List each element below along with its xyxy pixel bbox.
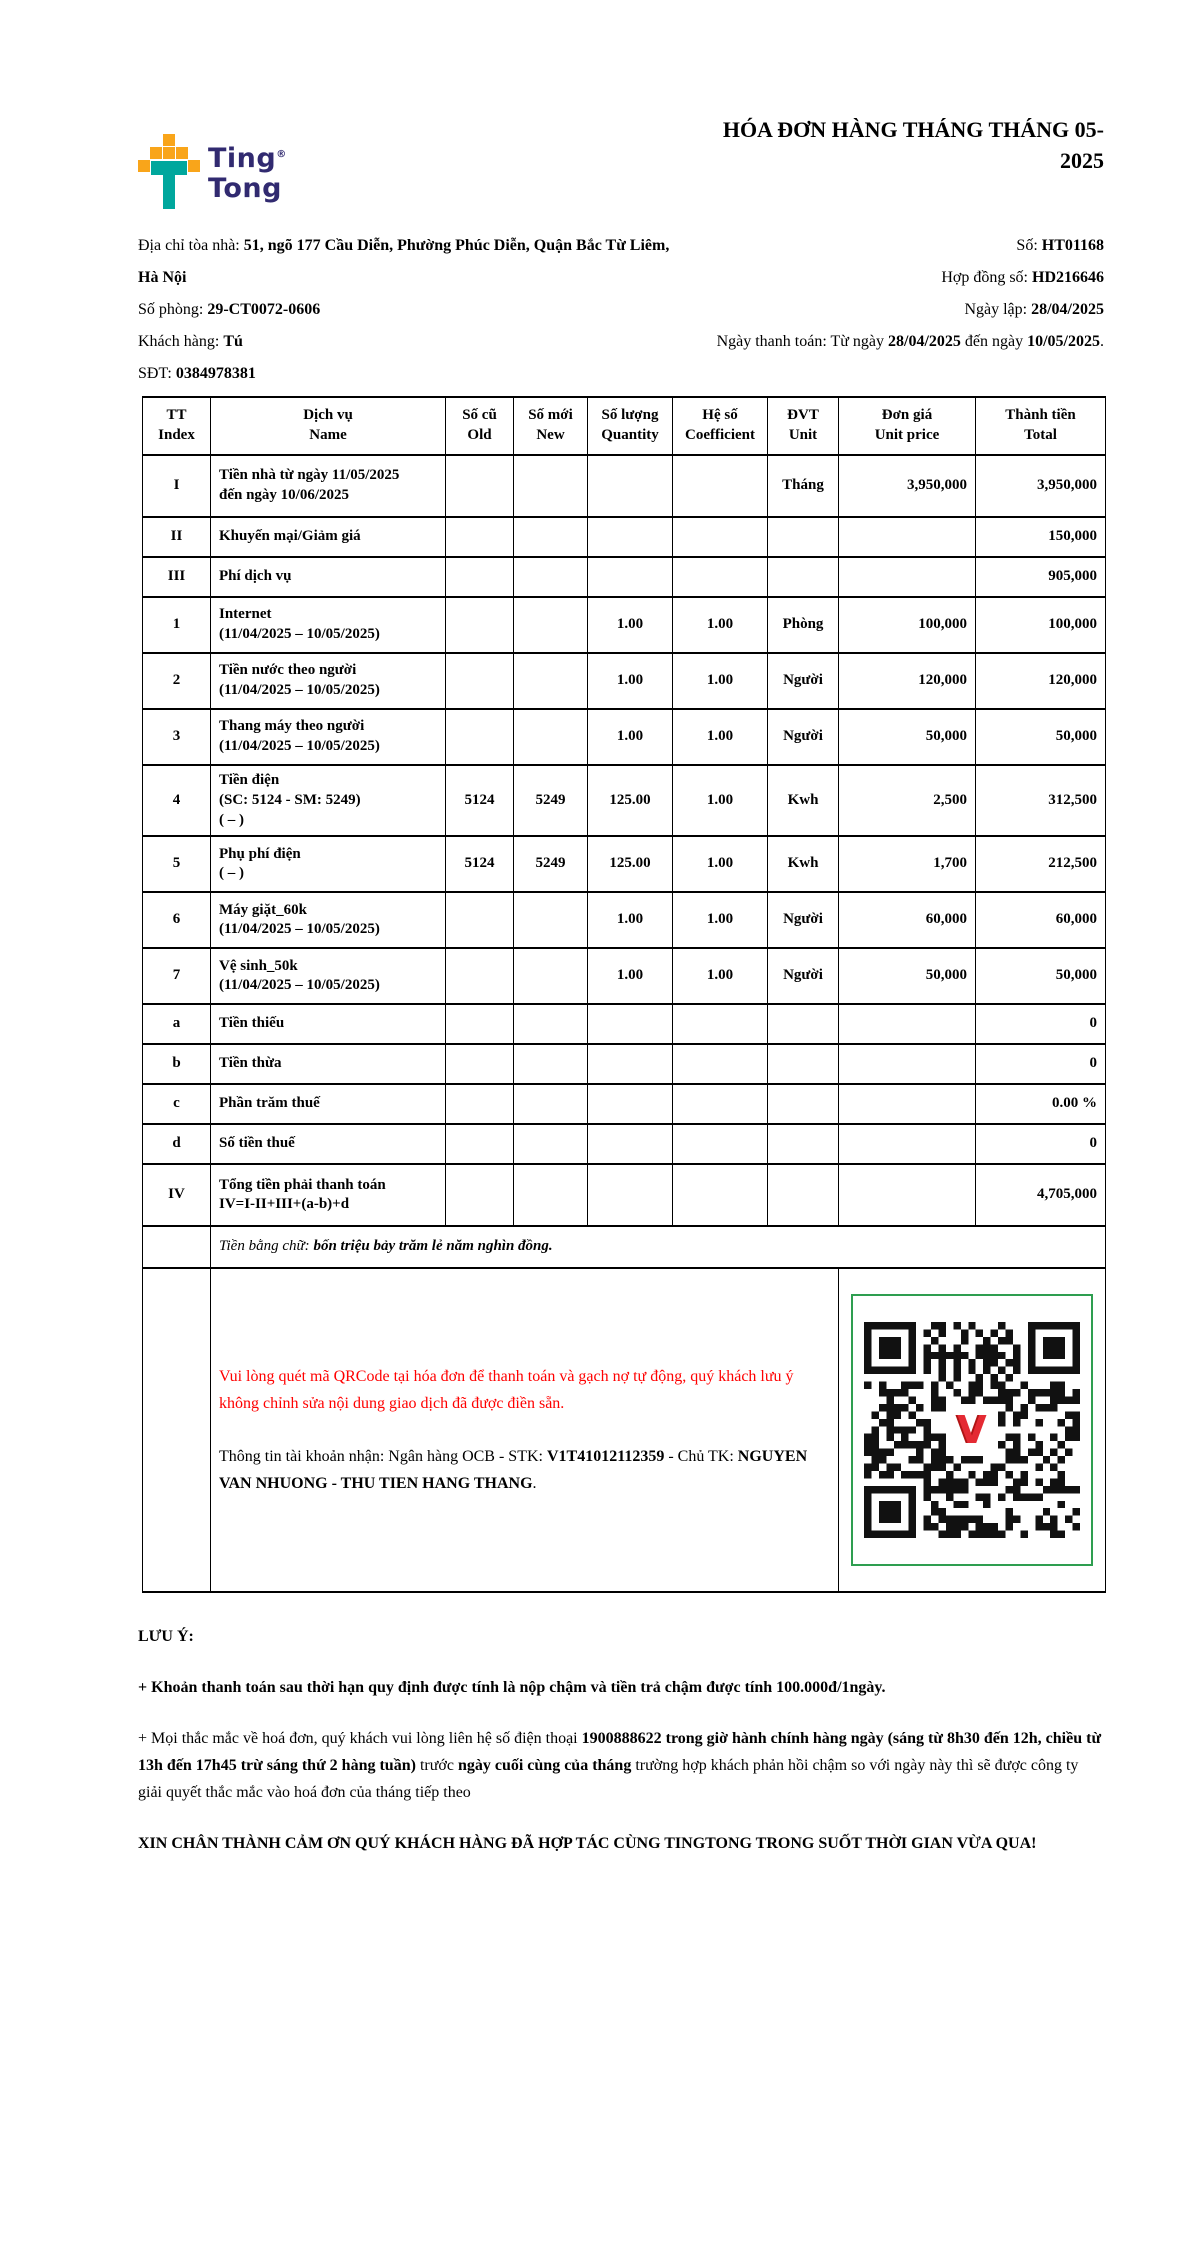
value-text: 0384978381 [175,365,256,382]
quantity-cell [588,517,673,557]
column-header: Đơn giá Unit price [839,397,976,455]
column-header: Hệ số Coefficient [673,397,768,455]
value-text: 1900888622 trong giờ hành chính hàng ngày (sáng từ 8h30 đến 12h, chiều từ 13h đến 17h45 trừ sáng thứ 2 hàng tuần) [138,1730,1102,1775]
value-text: 10/05/2025 [1027,333,1100,350]
unit-price-cell: 1,700 [839,836,976,892]
unit-cell: Người [768,709,839,765]
new-reading-cell [514,1044,588,1084]
invoice-header [138,0,1104,210]
qr-code-cell [839,1268,1106,1592]
unit-price-cell: 120,000 [839,653,976,709]
info-line [678,326,1104,358]
unit-cell [768,517,839,557]
total-cell: 0 [976,1004,1106,1044]
service-name-cell: Tiền thiếu [211,1004,446,1044]
coefficient-cell: 1.00 [673,597,768,653]
new-reading-cell [514,653,588,709]
unit-price-cell [839,1044,976,1084]
table-body [143,455,1106,1592]
quantity-cell [588,1164,673,1226]
unit-cell [768,1164,839,1226]
coefficient-cell [673,557,768,597]
unit-cell: Kwh [768,836,839,892]
tingtong-logo-icon [138,134,200,210]
unit-price-cell: 100,000 [839,597,976,653]
unit-price-cell: 3,950,000 [839,455,976,517]
row-index-cell: I [143,455,211,517]
row-index-cell: II [143,517,211,557]
table-row [143,709,1106,765]
unit-cell [768,1124,839,1164]
new-reading-cell [514,948,588,1004]
total-cell: 312,500 [976,765,1106,836]
coefficient-cell [673,517,768,557]
service-name-cell: Phần trăm thuế [211,1084,446,1124]
row-index-cell: a [143,1004,211,1044]
table-row [143,765,1106,836]
contact-note [138,1725,1104,1806]
table-row [143,597,1106,653]
late-payment-note: + Khoản thanh toán sau thời hạn quy định được tính là nộp chậm và tiền trả chậm được tính 100.000đ/1ngày. [138,1679,886,1697]
column-header: TT Index [143,397,211,455]
coefficient-cell: 1.00 [673,709,768,765]
column-header: Dịch vụ Name [211,397,446,455]
footer-notes [138,1623,1104,1857]
unit-price-cell [839,517,976,557]
quantity-cell: 1.00 [588,709,673,765]
coefficient-cell: 1.00 [673,653,768,709]
table-row [143,653,1106,709]
new-reading-cell [514,1084,588,1124]
service-name-cell: Vệ sinh_50k (11/04/2025 – 10/05/2025) [211,948,446,1004]
service-name-cell: Tiền nhà từ ngày 11/05/2025 đến ngày 10/06/2025 [211,455,446,517]
unit-price-cell: 60,000 [839,892,976,948]
bank-account-info [219,1443,830,1497]
info-line [678,230,1104,262]
new-reading-cell [514,455,588,517]
notes-heading: LƯU Ý: [138,1628,194,1646]
unit-price-cell [839,557,976,597]
value-text: HD216646 [1032,269,1104,286]
table-row [143,1044,1106,1084]
table-row [143,557,1106,597]
total-cell: 100,000 [976,597,1106,653]
old-reading-cell [446,517,514,557]
table-row [143,892,1106,948]
quantity-cell: 1.00 [588,653,673,709]
service-name-cell: Phí dịch vụ [211,557,446,597]
total-cell: 0 [976,1044,1106,1084]
value-text: ngày cuối cùng của tháng [457,1757,632,1775]
quantity-cell: 1.00 [588,948,673,1004]
service-name-cell: Tiền nước theo người (11/04/2025 – 10/05/2025) [211,653,446,709]
label-text: . [1100,333,1104,350]
old-reading-cell [446,1044,514,1084]
header-row [143,397,1106,455]
unit-cell [768,1004,839,1044]
row-index-cell: 3 [143,709,211,765]
label-text: Vui lòng quét mã QRCode tại hóa đơn để thanh toán và gạch nợ tự động, quý khách lưu ý không chỉnh sửa nội dung giao dịch đã được điền sẵn. [219,1368,794,1413]
table-row [143,1164,1106,1226]
column-header: Số lượng Quantity [588,397,673,455]
service-name-cell: Tổng tiền phải thanh toán IV=I-II+III+(a-b)+d [211,1164,446,1226]
table-header [143,397,1106,455]
label-text: đến ngày [960,333,1028,350]
total-cell: 50,000 [976,948,1106,1004]
value-text: NGUYEN VAN NHUONG - THU TIEN HANG THANG [219,1448,808,1493]
qr-payment-notice [219,1363,830,1417]
old-reading-cell [446,892,514,948]
new-reading-cell: 5249 [514,836,588,892]
unit-price-cell: 2,500 [839,765,976,836]
amount-in-words-label: Tiền bằng chữ: [219,1238,314,1255]
label-text: Khách hàng: [138,333,224,350]
coefficient-cell [673,1084,768,1124]
new-reading-cell [514,557,588,597]
info-line [678,294,1104,326]
unit-cell: Tháng [768,455,839,517]
old-reading-cell [446,1004,514,1044]
value-text: HT01168 [1041,237,1104,254]
coefficient-cell [673,455,768,517]
new-reading-cell: 5249 [514,765,588,836]
quantity-cell [588,455,673,517]
tingtong-logo [138,134,287,210]
label-text: trước [415,1757,458,1775]
unit-price-cell [839,1124,976,1164]
label-text: Số: [1016,237,1042,254]
row-index-cell: 7 [143,948,211,1004]
new-reading-cell [514,517,588,557]
info-line [138,326,678,358]
label-text: Hợp đồng số: [941,269,1032,286]
row-index-cell [143,1268,211,1592]
payment-instructions-cell [211,1268,839,1592]
unit-cell [768,1084,839,1124]
unit-price-cell: 50,000 [839,948,976,1004]
quantity-cell: 1.00 [588,892,673,948]
info-line [138,294,678,326]
info-line [678,262,1104,294]
quantity-cell [588,1084,673,1124]
old-reading-cell [446,1084,514,1124]
old-reading-cell: 5124 [446,836,514,892]
new-reading-cell [514,1164,588,1226]
column-header: Số mới New [514,397,588,455]
service-name-cell: Tiền điện (SC: 5124 - SM: 5249) ( – ) [211,765,446,836]
total-cell: 0.00 % [976,1084,1106,1124]
quantity-cell [588,1124,673,1164]
value-text: 28/04/2025 [1031,301,1104,318]
invoice-info [138,230,1104,390]
row-index-cell: 2 [143,653,211,709]
old-reading-cell [446,948,514,1004]
label-text: Số phòng: [138,301,208,318]
label-text: . [532,1475,537,1493]
new-reading-cell [514,597,588,653]
new-reading-cell [514,1004,588,1044]
label-text: Ngày lập: [964,301,1032,318]
service-name-cell: Máy giặt_60k (11/04/2025 – 10/05/2025) [211,892,446,948]
old-reading-cell [446,557,514,597]
info-line [138,230,678,294]
old-reading-cell [446,653,514,709]
old-reading-cell: 5124 [446,765,514,836]
label-text: SĐT: [138,365,176,382]
tingtong-logo-text: Ting® Tong [208,143,287,204]
coefficient-cell: 1.00 [673,892,768,948]
table-row [143,517,1106,557]
label-text: - Chủ TK: [664,1448,738,1466]
row-index-cell: 5 [143,836,211,892]
info-line [138,358,678,390]
table-row [143,1124,1106,1164]
label-text: Địa chỉ tòa nhà: [138,237,244,254]
thank-you-note: XIN CHÂN THÀNH CẢM ƠN QUÝ KHÁCH HÀNG ĐÃ HỢP TÁC CÙNG TINGTONG TRONG SUỐT THỜI GIAN VỪA QUA! [138,1835,1037,1853]
quantity-cell: 125.00 [588,836,673,892]
row-index-cell: 4 [143,765,211,836]
unit-price-cell [839,1164,976,1226]
new-reading-cell [514,892,588,948]
column-header: Số cũ Old [446,397,514,455]
row-index-cell: 6 [143,892,211,948]
coefficient-cell [673,1164,768,1226]
coefficient-cell: 1.00 [673,948,768,1004]
quantity-cell: 125.00 [588,765,673,836]
row-index-cell: b [143,1044,211,1084]
old-reading-cell [446,455,514,517]
total-cell: 0 [976,1124,1106,1164]
service-name-cell: Số tiền thuế [211,1124,446,1164]
coefficient-cell [673,1044,768,1084]
table-row [143,948,1106,1004]
value-text: 51, ngõ 177 Cầu Diễn, Phường Phúc Diễn, Quận Bắc Từ Liêm, Hà Nội [138,237,670,286]
total-cell: 3,950,000 [976,455,1106,517]
total-cell: 4,705,000 [976,1164,1106,1226]
amount-in-words-row [143,1226,1106,1268]
customer-info [138,230,678,390]
label-text: Thông tin tài khoản nhận: Ngân hàng OCB - STK: [219,1448,547,1466]
label-text: + Mọi thắc mắc về hoá đơn, quý khách vui lòng liên hệ số điện thoại [138,1730,582,1748]
amount-in-words-cell [211,1226,1106,1268]
row-index-cell [143,1226,211,1268]
page-title: HÓA ĐƠN HÀNG THÁNG THÁNG 05- 2025 [722,117,1104,173]
service-name-cell: Thang máy theo người (11/04/2025 – 10/05/2025) [211,709,446,765]
new-reading-cell [514,709,588,765]
table-row [143,1004,1106,1044]
column-header: Thành tiền Total [976,397,1106,455]
table-row [143,455,1106,517]
unit-cell: Người [768,948,839,1004]
service-name-cell: Phụ phí điện ( – ) [211,836,446,892]
row-index-cell: III [143,557,211,597]
invoice-table [142,396,1106,1593]
old-reading-cell [446,709,514,765]
coefficient-cell [673,1124,768,1164]
quantity-cell [588,1044,673,1084]
old-reading-cell [446,1124,514,1164]
value-text: Tú [223,333,243,350]
row-index-cell: IV [143,1164,211,1226]
unit-cell [768,557,839,597]
registered-mark: ® [276,149,287,160]
unit-cell: Phòng [768,597,839,653]
qr-code [864,1322,1080,1538]
qr-code-frame [851,1294,1093,1566]
unit-cell: Kwh [768,765,839,836]
row-index-cell: d [143,1124,211,1164]
total-cell: 50,000 [976,709,1106,765]
service-name-cell: Khuyến mại/Giảm giá [211,517,446,557]
value-text: 29-CT0072-0606 [207,301,321,318]
service-name-cell: Tiền thừa [211,1044,446,1084]
row-index-cell: c [143,1084,211,1124]
unit-cell: Người [768,653,839,709]
quantity-cell [588,557,673,597]
amount-in-words-value: bốn triệu bảy trăm lẻ năm nghìn đồng. [313,1238,553,1255]
unit-cell: Người [768,892,839,948]
label-text: Ngày thanh toán: Từ ngày [716,333,889,350]
table-row [143,1084,1106,1124]
vietqr-logo: V [950,1408,994,1452]
total-cell: 60,000 [976,892,1106,948]
row-index-cell: 1 [143,597,211,653]
label-text: trường hợp khách phản hồi chậm so với ngày này thì sẽ được công ty giải quyết thắc mắc vào hoá đơn của tháng tiếp theo [138,1757,1079,1802]
unit-cell [768,1044,839,1084]
coefficient-cell: 1.00 [673,836,768,892]
old-reading-cell [446,597,514,653]
unit-price-cell [839,1084,976,1124]
coefficient-cell [673,1004,768,1044]
table-row [143,836,1106,892]
value-text: V1T41012112359 [546,1448,665,1466]
total-cell: 120,000 [976,653,1106,709]
value-text: 28/04/2025 [888,333,961,350]
unit-price-cell [839,1004,976,1044]
quantity-cell [588,1004,673,1044]
new-reading-cell [514,1124,588,1164]
unit-price-cell: 50,000 [839,709,976,765]
column-header: ĐVT Unit [768,397,839,455]
coefficient-cell: 1.00 [673,765,768,836]
total-cell: 150,000 [976,517,1106,557]
service-name-cell: Internet (11/04/2025 – 10/05/2025) [211,597,446,653]
total-cell: 905,000 [976,557,1106,597]
total-cell: 212,500 [976,836,1106,892]
old-reading-cell [446,1164,514,1226]
quantity-cell: 1.00 [588,597,673,653]
invoice-meta [678,230,1104,390]
payment-qr-row [143,1268,1106,1592]
